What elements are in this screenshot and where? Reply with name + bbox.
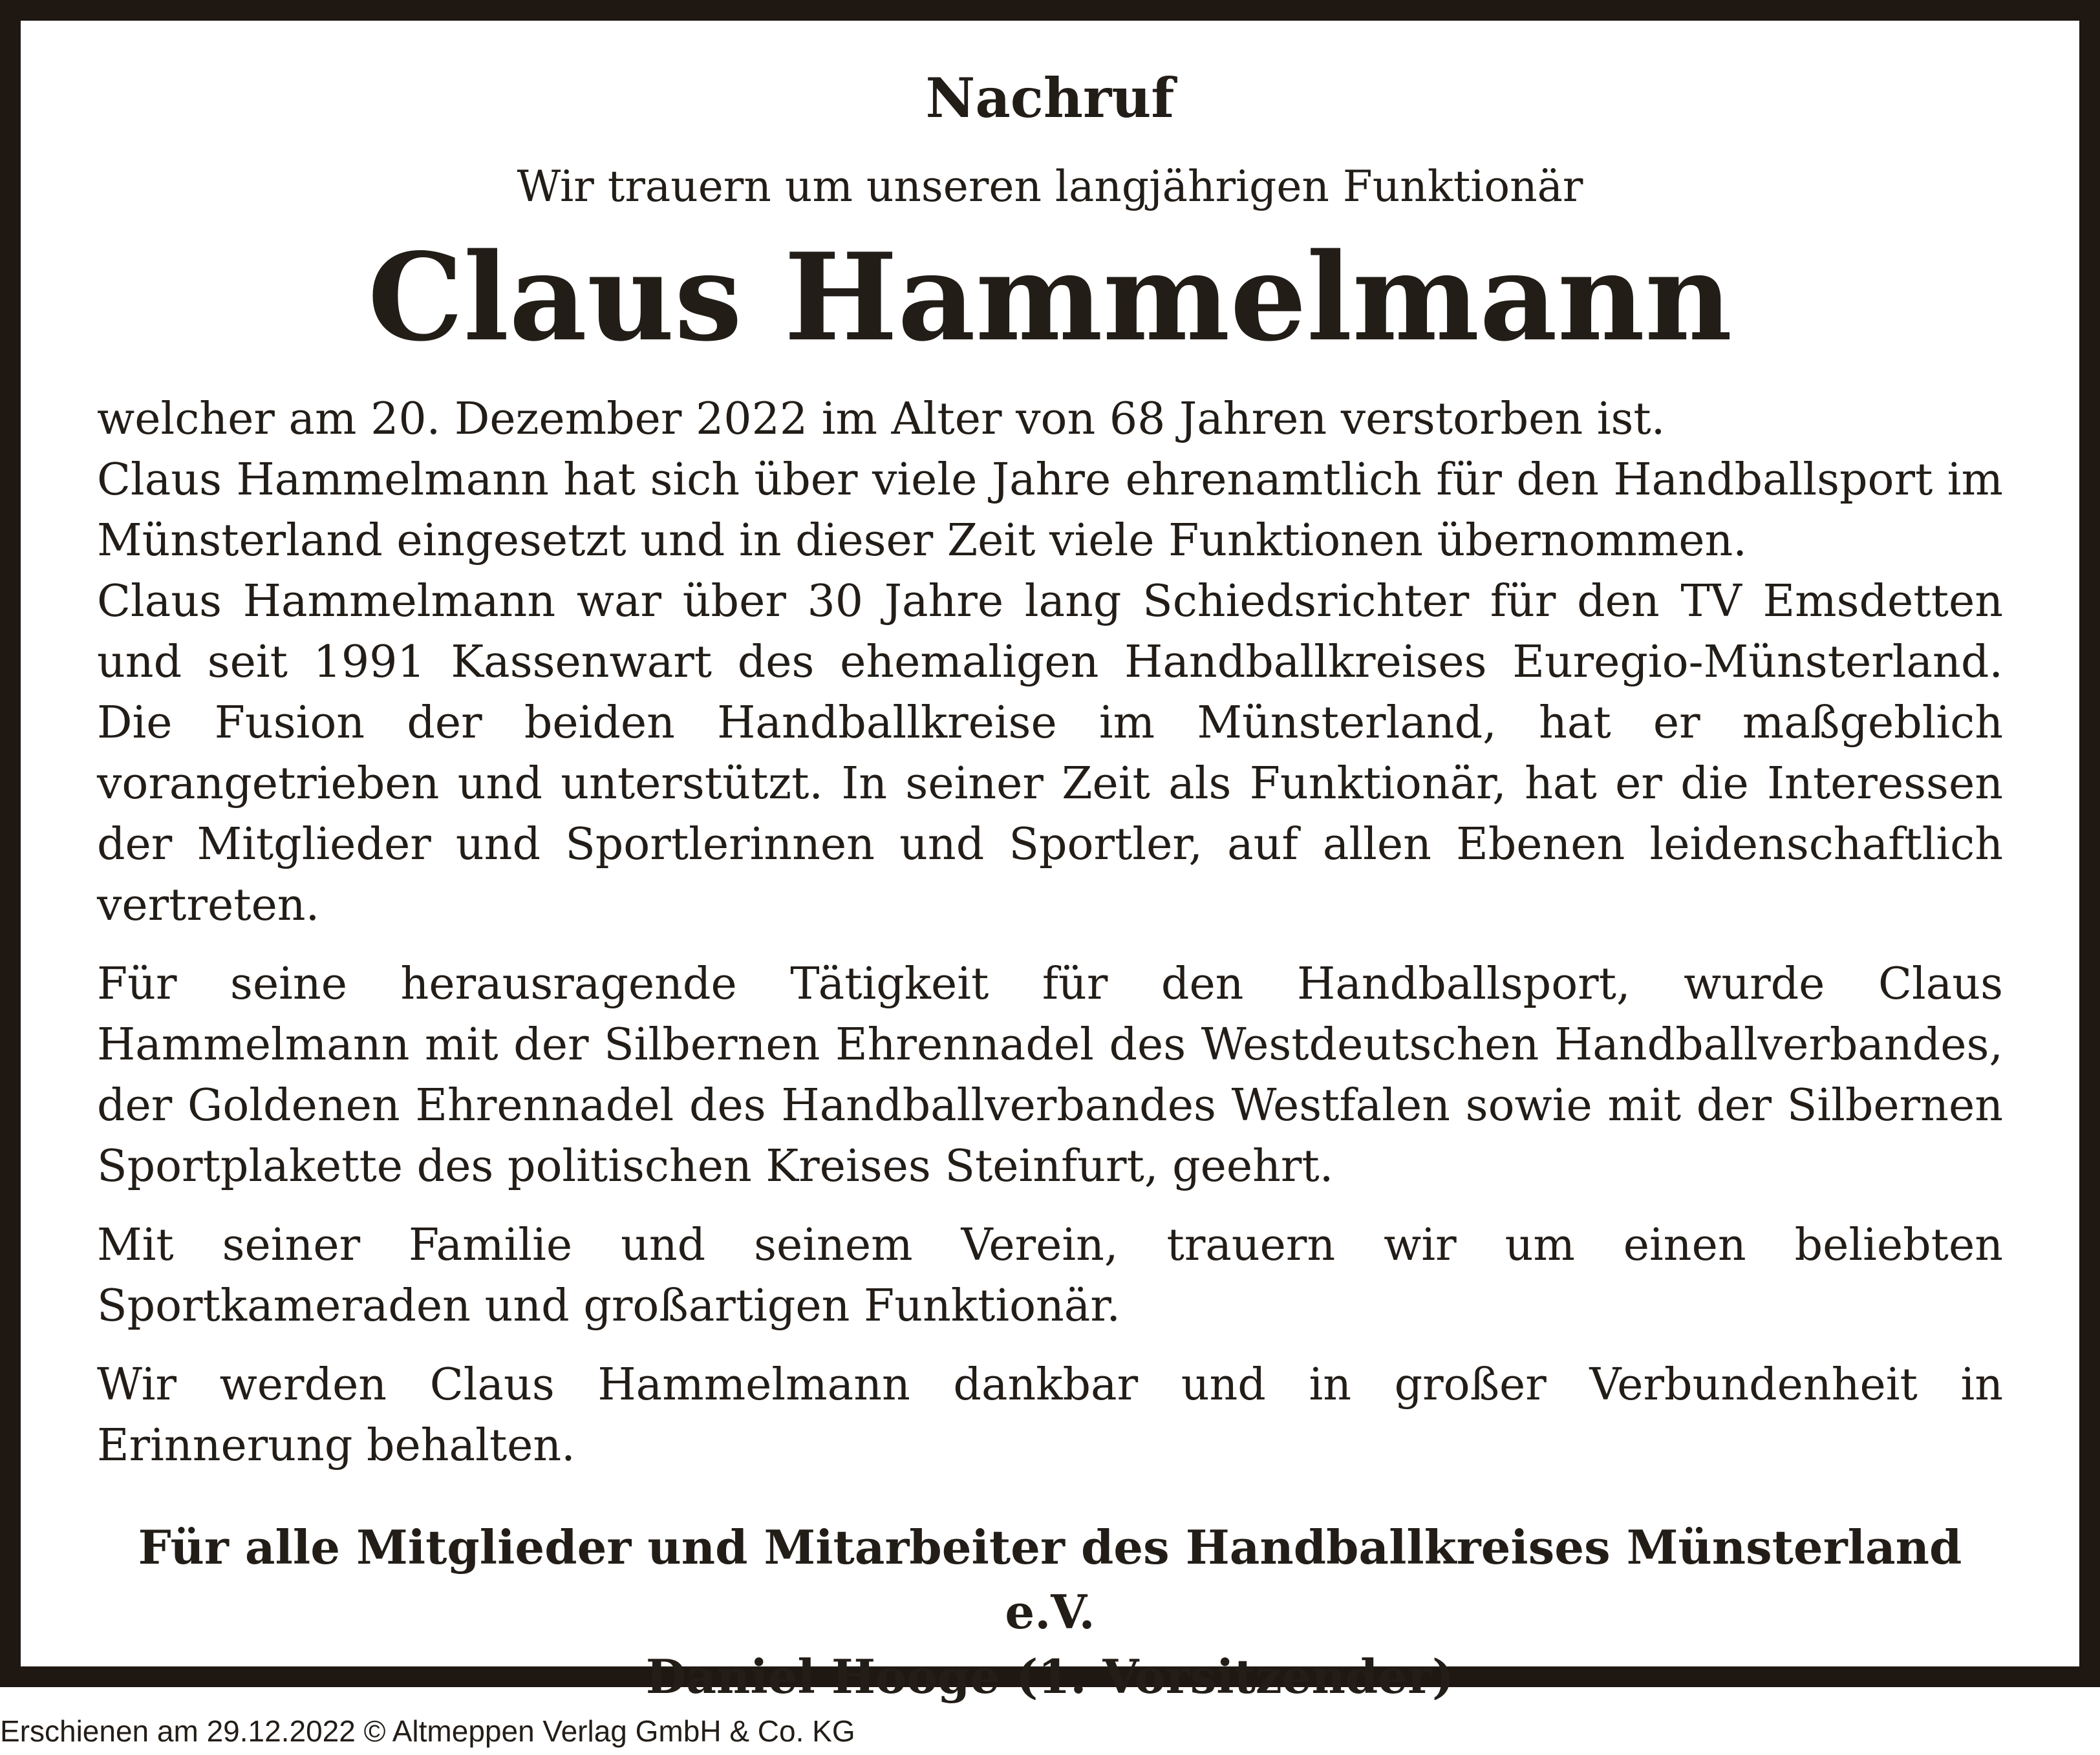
paragraph-career: Claus Hammelmann war über 30 Jahre lang Schiedsrichter für den TV Emsdetten und seit 1991 Kassenwart des ehemaligen Handballkreises Euregio-Münsterland. Die Fusion der beiden Handballkreise im Münsterland, hat er maßgeblich vorangetrieben und unterstützt. In seiner Zeit als Funktionär, hat er die Interessen der Mitglieder und Sportlerinnen und Sportler, auf allen Ebenen leidenschaftlich vertreten. <box>97 576 2003 931</box>
paragraph-remembrance: Wir werden Claus Hammelmann dankbar und in großer Verbundenheit in Erinnerung behalten. <box>97 1359 2003 1472</box>
notice-heading: Nachruf <box>925 66 1175 130</box>
paragraph-mourning: Mit seiner Familie und seinem Verein, trauern wir um einen beliebten Sportkameraden und großartigen Funktionär. <box>97 1220 2003 1332</box>
obituary-body <box>97 389 2003 1476</box>
intro-line: Wir trauern um unseren langjährigen Funktionär <box>517 161 1583 211</box>
deceased-name: Claus Hammelmann <box>367 226 1733 368</box>
paragraph-volunteer: Claus Hammelmann hat sich über viele Jahre ehrenamtlich für den Handballsport im Münsterland eingesetzt und in dieser Zeit viele Funktionen übernommen. <box>97 454 2003 567</box>
paragraph-honors: Für seine herausragende Tätigkeit für den Handballsport, wurde Claus Hammelmann mit der Silbernen Ehrennadel des Westdeutschen Handballverbandes, der Goldenen Ehrennadel des Handballverbandes Westfalen sowie mit der Silbernen Sportplakette des politischen Kreises Steinfurt, geehrt. <box>97 959 2003 1193</box>
publication-footer: Erschienen am 29.12.2022 © Altmeppen Verlag GmbH & Co. KG <box>0 1714 855 1748</box>
paragraph-death-date: welcher am 20. Dezember 2022 im Alter von 68 Jahren verstorben ist. <box>97 394 1666 445</box>
signature-organization: Für alle Mitglieder und Mitarbeiter des Handballkreises Münsterland e.V. <box>138 1520 1962 1640</box>
obituary-content <box>21 21 2079 1705</box>
signature-block <box>97 1515 2003 1709</box>
signature-person: Daniel Hooge (1. Vorsitzender) <box>645 1649 1455 1705</box>
